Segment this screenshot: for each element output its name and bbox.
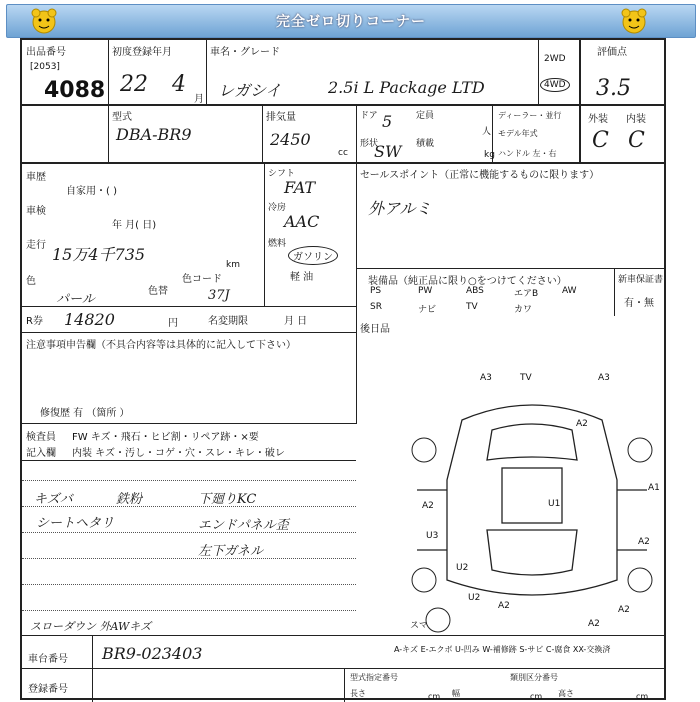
- sales-label: セールスポイント（正常に機能するものに限ります）: [360, 170, 600, 181]
- width-label: 幅: [452, 689, 460, 698]
- car-damage-diagram: [402, 370, 662, 634]
- damage-mark: A2: [422, 501, 434, 511]
- equipment-item-r1-3: エアB: [514, 289, 539, 299]
- mileage-unit: km: [226, 260, 240, 270]
- car-name: レガシイ: [218, 81, 282, 100]
- damage-mark: TV: [520, 373, 532, 383]
- color-code-label: 色コード: [182, 274, 222, 285]
- fuel-gasoline: ガソリン: [288, 246, 338, 265]
- inspector-label-2: 記入欄: [26, 448, 56, 459]
- shift: FAT: [284, 178, 316, 197]
- damage-mark: U1: [548, 499, 561, 509]
- inspection-value: 年 月( 日): [112, 220, 157, 231]
- equipment-item-r2-2: TV: [466, 302, 478, 312]
- equipment-item-r2-3: カワ: [514, 305, 533, 315]
- load-label: 積載: [416, 139, 435, 149]
- score-label: 評価点: [597, 47, 627, 58]
- ext-label: 外装: [588, 114, 608, 125]
- damage-mark: A3: [480, 373, 492, 383]
- banner-title: 完全ゼロ切りコーナー: [276, 14, 426, 30]
- doors-label: ドア: [360, 111, 378, 121]
- banner: [6, 4, 696, 38]
- length-label: 長さ: [350, 689, 366, 698]
- color: パール: [56, 292, 95, 307]
- drive-4wd: 4WD: [540, 78, 570, 92]
- inspector-row-1: FW キズ・飛石・ヒビ割・リペア跡・×要: [72, 432, 259, 443]
- width-unit: cm: [530, 692, 543, 701]
- damage-mark: A2: [638, 537, 650, 547]
- ext-grade: C: [592, 128, 609, 153]
- inspector-line-6: 左下ガネル: [198, 544, 264, 559]
- chassis-number: BR9-023403: [102, 644, 203, 663]
- height-unit: cm: [636, 692, 649, 701]
- equipment-row-1: [366, 286, 612, 300]
- equipment-row-2: [366, 302, 612, 316]
- drive-2wd: 2WD: [544, 54, 566, 64]
- cc: 2450: [270, 130, 311, 149]
- cc-unit: cc: [338, 148, 348, 158]
- sales-note: 外アルミ: [368, 199, 432, 218]
- rear-seat-label: 後日品: [360, 324, 390, 335]
- inspector-bottom: スローダウン 外AWキズ: [30, 620, 152, 633]
- inspector-line-3: シートヘタリ: [36, 516, 115, 531]
- inspector-line-2: 鉄粉: [116, 492, 143, 507]
- mileage-label: 走行: [26, 240, 46, 251]
- ac-label: 冷房: [268, 203, 287, 213]
- height-label: 高さ: [558, 689, 574, 698]
- damage-mark: スマ: [410, 621, 428, 631]
- cc-label: 排気量: [266, 112, 296, 123]
- inspector-line-1: キズバ: [34, 492, 73, 507]
- color-code: 37J: [208, 288, 230, 303]
- name-label: 車名・グレード: [210, 47, 280, 58]
- warranty-label: 新車保証書: [618, 275, 664, 285]
- ac: AAC: [284, 212, 320, 231]
- recycle-label: R券: [26, 316, 43, 327]
- history-label: 車歴: [26, 172, 46, 183]
- dealer-label: ディーラー・並行: [498, 111, 562, 120]
- equipment-label: 装備品（純正品に限り○をつけてください）: [368, 276, 567, 287]
- damage-mark: A2: [576, 419, 588, 429]
- shift-label: シフト: [268, 169, 296, 179]
- history-value: 自家用・( ): [66, 186, 117, 197]
- inspector-row-2: 内装 キズ・汚し・コゲ・穴・スレ・キレ・破レ: [72, 448, 285, 459]
- damage-mark: A1: [648, 483, 660, 493]
- damage-mark: A2: [618, 605, 630, 615]
- inspector-label-1: 検査員: [26, 432, 56, 443]
- model-year-label: モデル年式: [498, 129, 538, 138]
- recycle-amount: 14820: [64, 310, 115, 329]
- doors: 5: [382, 112, 393, 131]
- auction-sheet: [20, 38, 666, 700]
- damage-mark: U3: [426, 531, 439, 541]
- reg-year: 22: [120, 72, 148, 97]
- lot-sub: [2053]: [30, 62, 60, 72]
- damage-mark: A2: [588, 619, 600, 629]
- reg-month: 4: [172, 72, 186, 97]
- reg-label: 初度登録年月: [112, 47, 172, 58]
- lot-label: 出品番号: [26, 47, 66, 58]
- recycle-unit: 円: [168, 318, 178, 329]
- chassis-label: 車台番号: [28, 654, 68, 665]
- warranty-value: 有・無: [624, 298, 654, 309]
- fuel-diesel: 軽 油: [290, 272, 314, 283]
- inspection-label: 車検: [26, 206, 46, 217]
- damage-legend: A-キズ E-エクボ U-凹み W-補修跡 S-サビ C-腐食 XX-交換済: [394, 645, 611, 654]
- equipment-item-r1-4: AW: [562, 286, 577, 296]
- inspector-line-4: 下廻りKC: [198, 492, 257, 507]
- model-label: 型式: [112, 112, 132, 123]
- lot-number: 4088: [44, 78, 106, 103]
- classification-label: 類別区分番号: [510, 673, 558, 682]
- equipment-item-r2-1: ナビ: [418, 305, 437, 315]
- handle-label: ハンドル 左・右: [498, 149, 557, 158]
- grade: 2.5i L Package LTD: [328, 78, 485, 97]
- title-change-value: 月 日: [284, 316, 308, 327]
- fuel-label: 燃料: [268, 239, 287, 249]
- body: SW: [374, 142, 402, 161]
- damage-mark: U2: [456, 563, 469, 573]
- reg-number-label: 登録番号: [28, 684, 68, 695]
- int-grade: C: [628, 128, 645, 153]
- model: DBA-BR9: [116, 125, 192, 144]
- damage-mark: U2: [468, 593, 481, 603]
- title-change-label: 名変期限: [208, 316, 248, 327]
- type-designation-label: 型式指定番号: [350, 673, 398, 682]
- equipment-item-r1-2: ABS: [466, 286, 484, 296]
- mascot-right-icon: [619, 7, 649, 35]
- mileage: 15万4千735: [52, 245, 146, 264]
- notes-label: 注意事項申告欄（不具合内容等は具体的に記入して下さい）: [26, 340, 296, 351]
- damage-mark: A2: [498, 601, 510, 611]
- reg-month-unit: 月: [194, 94, 204, 105]
- color-change-label: 色替: [148, 286, 168, 297]
- repair-history: 修復歴 有 （箇所 ）: [40, 408, 130, 419]
- body-label: 形状: [360, 139, 379, 149]
- equipment-item-r1-1: PW: [418, 286, 433, 296]
- equipment-item-r2-0: SR: [370, 302, 382, 312]
- load-unit: kg: [484, 150, 495, 160]
- capacity-unit: 人: [482, 127, 492, 137]
- capacity-label: 定員: [416, 111, 435, 121]
- inspector-line-5: エンドパネル歪: [198, 518, 289, 533]
- color-label: 色: [26, 276, 36, 287]
- equipment-item-r1-0: PS: [370, 286, 382, 296]
- length-unit: cm: [428, 692, 441, 701]
- score: 3.5: [596, 76, 631, 101]
- int-label: 内装: [626, 114, 646, 125]
- damage-mark: A3: [598, 373, 610, 383]
